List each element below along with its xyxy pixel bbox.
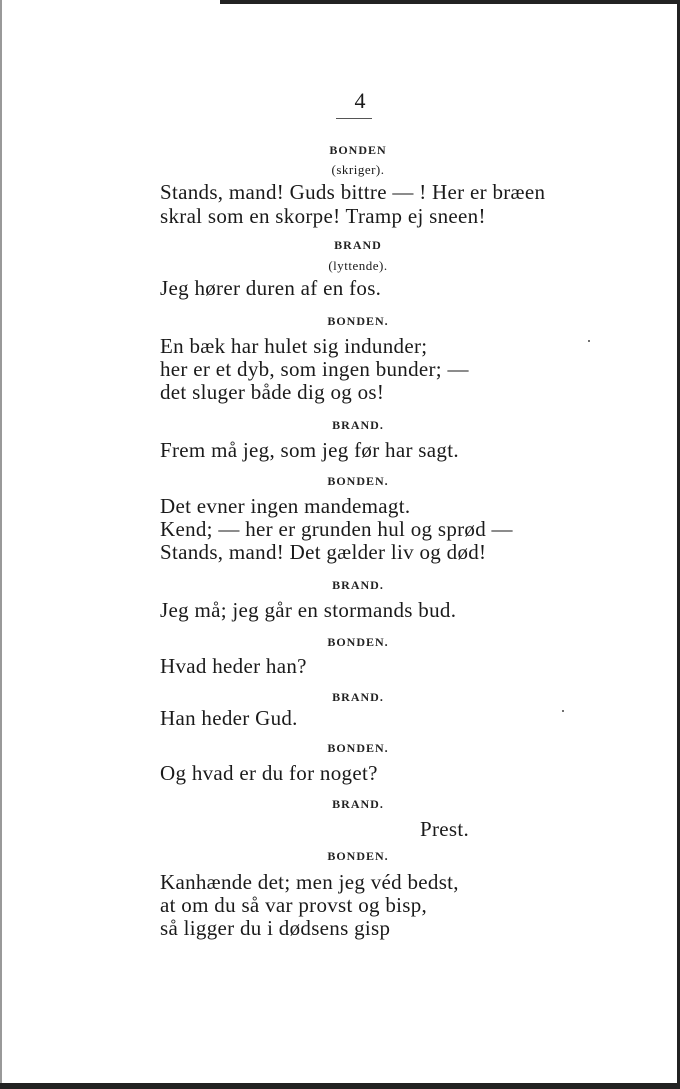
page-number-underline: [336, 118, 372, 119]
top-border-rule: [220, 0, 680, 4]
speaker-label: BRAND.: [332, 578, 384, 592]
verse-line: Det evner ingen mandemagt.: [160, 494, 411, 518]
verse-line: at om du så var provst og bisp,: [160, 893, 428, 917]
verse-line: Og hvad er du for noget?: [160, 761, 378, 785]
verse-line: Jeg hører duren af en fos.: [160, 276, 382, 300]
speaker-label: BONDEN.: [327, 635, 389, 649]
verse-line: skral som en skorpe! Tramp ej sneen!: [160, 204, 486, 228]
stage-direction: (skriger).: [331, 162, 385, 177]
speaker-label: BONDEN: [329, 143, 387, 157]
verse-line: Jeg må; jeg går en stormands bud.: [160, 598, 457, 622]
speaker-label: BRAND.: [332, 797, 384, 811]
verse-line: Frem må jeg, som jeg før har sagt.: [160, 438, 459, 462]
verse-line: Stands, mand! Det gælder liv og død!: [160, 540, 487, 564]
verse-line: En bæk har hulet sig indunder;: [160, 334, 428, 358]
speaker-label: BRAND.: [332, 418, 384, 432]
bottom-border-rule: [0, 1083, 680, 1089]
verse-line: Hvad heder han?: [160, 654, 307, 678]
speaker-label: BONDEN.: [327, 741, 389, 755]
scan-speck: [562, 710, 564, 712]
speaker-label: BONDEN.: [327, 474, 389, 488]
speaker-label: BONDEN.: [327, 849, 389, 863]
verse-line: Prest.: [420, 817, 470, 841]
speaker-label: BONDEN.: [327, 314, 389, 328]
stage-direction: (lyttende).: [328, 258, 388, 273]
verse-line: Kanhænde det; men jeg véd bedst,: [160, 870, 459, 894]
verse-line: Kend; — her er grunden hul og sprød —: [160, 517, 513, 541]
verse-line: det sluger både dig og os!: [160, 380, 385, 404]
speaker-label: BRAND.: [332, 690, 384, 704]
verse-line: her er et dyb, som ingen bunder; —: [160, 357, 469, 381]
verse-line: Stands, mand! Guds bittre — ! Her er bræen: [160, 180, 546, 204]
verse-line: så ligger du i dødsens gisp: [160, 916, 391, 940]
scan-speck: [588, 340, 590, 342]
verse-line: Han heder Gud.: [160, 706, 298, 730]
speaker-label: BRAND: [334, 238, 382, 252]
page-number: 4: [354, 88, 366, 113]
page-left-edge: [0, 0, 2, 1089]
